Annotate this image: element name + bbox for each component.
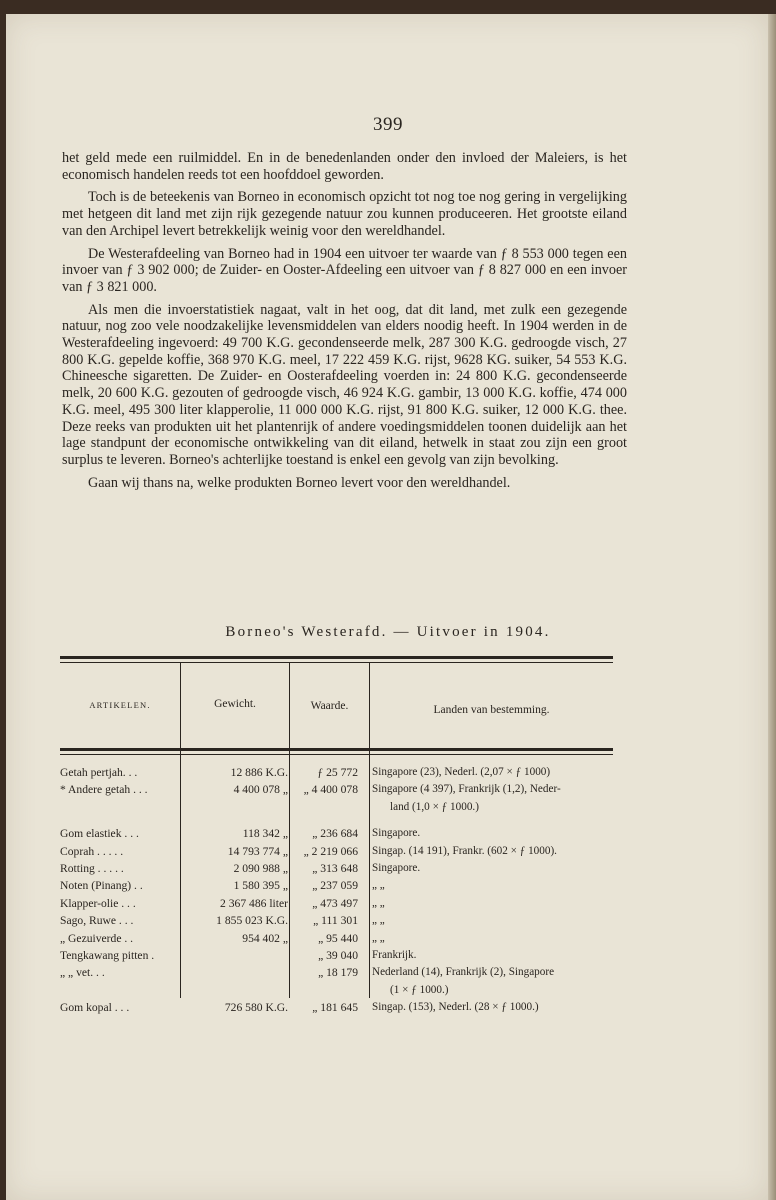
cell-gewicht: 12 886 K.G. <box>230 766 288 779</box>
table-row <box>60 764 620 781</box>
table-row <box>60 877 620 894</box>
body-text <box>62 150 627 497</box>
cell-landen <box>372 964 620 999</box>
table-row <box>60 964 620 999</box>
cell-landen: „ „ <box>372 896 385 909</box>
cell-waarde: „ 473 497 <box>312 896 358 910</box>
cell-artikel: Tengkawang pitten . <box>60 948 155 962</box>
header-artikelen: ARTIKELEN. <box>89 700 151 710</box>
cell-landen: „ „ <box>372 914 385 927</box>
table-row <box>60 843 620 860</box>
header-gewicht: Gewicht. <box>214 698 256 710</box>
table-top-rule-thin <box>60 662 613 663</box>
cell-waarde: „ 4 400 078 <box>303 783 358 797</box>
table-header-rule <box>60 748 613 751</box>
cell-artikel: Rotting . . . . . <box>60 861 124 875</box>
cell-waarde: „ 18 179 <box>318 966 358 980</box>
cell-artikel: Coprah . . . . . <box>60 844 124 858</box>
cell-landen: Singap. (153), Nederl. (28 × ƒ 1000.) <box>372 1001 539 1014</box>
cell-artikel: * Andere getah . . . <box>60 783 148 797</box>
cell-gewicht: 2 090 988 „ <box>233 861 288 875</box>
cell-artikel: Getah pertjah. . . <box>60 766 138 779</box>
cell-waarde: „ 111 301 <box>313 914 358 928</box>
paragraph-2: Toch is de beteekenis van Borneo in economisch opzicht tot nog toe nog gering in vergelijking met hetgeen dit land met zijn rijk gezegende natuur zou kunnen produceeren. Het grootste eiland van den Archipel levert betrekkelijk weinig voor den wereldhandel. <box>62 189 627 239</box>
cell-waarde: „ 95 440 <box>318 931 358 945</box>
cell-waarde: „ 2 219 066 <box>303 844 358 858</box>
cell-landen: Singapore. <box>372 861 421 874</box>
table-row <box>60 947 620 964</box>
paragraph-4: Als men die invoerstatistiek nagaat, valt in het oog, dat dit land, met zulk een gezegende natuur, nog zoo vele noodzakelijke levensmiddelen van elders noodig heeft. In 1904 werden in de Westerafdeeling ingevoerd: 49 700 K.G. gecondenseerde melk, 287 300 K.G. gedroogde visch, 27 800 K.G. gepelde koffie, 368 970 K.G. meel, 17 222 459 K.G. rijst, 9628 KG. suiker, 54 553 K.G. Chineesche sigaretten. De Zuider- en Oosterafdeeling voerden in: 24 800 K.G. gecondenseerde melk, 20 600 K.G. gezouten of gedroogde visch, 46 924 K.G. gambir, 13 000 K.G. koffie, 474 000 K.G. meel, 495 300 liter klapperolie, 11 000 000 K.G. rijst, 91 800 K.G. suiker, 12 000 K.G. thee. Deze reeks van produkten uit het plantenrijk of andere voedingsmiddelen toonen duidelijk aan het lage standpunt der economische ontwikkeling van dit eiland, hetwelk in staat zou zijn een groot surplus te leveren. Borneo's achterlijke toestand is enkel een gevolg van zijn bevolking. <box>62 301 627 468</box>
cell-gewicht: 726 580 K.G. <box>224 1001 288 1015</box>
cell-artikel: Noten (Pinang) . . <box>60 879 143 893</box>
page-number: 399 <box>373 114 403 135</box>
table-body <box>60 764 620 1017</box>
cell-landen: „ „ <box>372 931 385 944</box>
paragraph-3: De Westerafdeeling van Borneo had in 1904 een uitvoer ter waarde van ƒ 8 553 000 tegen een invoer van ƒ 3 902 000; de Zuider- en Ooster-Afdeeling een uitvoer van ƒ 8 827 000 en een invoer van ƒ 3 821 000. <box>62 245 627 295</box>
table-caption: Borneo's Westerafd. — Uitvoer in 1904. <box>225 624 551 640</box>
table-row <box>60 912 620 929</box>
cell-artikel: Gom elastiek . . . <box>60 827 139 841</box>
cell-waarde: „ 313 648 <box>312 861 358 875</box>
table-row <box>60 930 620 947</box>
header-waarde: Waarde. <box>310 700 349 712</box>
table-top-rule <box>60 656 613 659</box>
cell-artikel: „ „ vet. . . <box>60 966 105 980</box>
table-row <box>60 825 620 842</box>
cell-gewicht: 1 855 023 K.G. <box>216 914 288 928</box>
cell-artikel: Klapper-olie . . . <box>60 896 136 910</box>
cell-gewicht: 2 367 486 liter <box>220 896 288 910</box>
cell-landen <box>372 781 620 816</box>
paragraph-1: het geld mede een ruilmiddel. En in de benedenlanden onder den invloed der Maleiers, is het economisch handelen reeds tot een hoofddoel geworden. <box>62 150 627 183</box>
cell-landen: Singap. (14 191), Frankr. (602 × ƒ 1000). <box>372 844 557 857</box>
table-row <box>60 895 620 912</box>
table-row <box>60 999 620 1016</box>
cell-landen: Singapore (23), Nederl. (2,07 × ƒ 1000) <box>372 766 551 778</box>
cell-gewicht: 1 580 395 „ <box>233 879 288 893</box>
page-edge <box>768 14 776 1200</box>
cell-landen: Frankrijk. <box>372 948 417 961</box>
table-header-rule-thin <box>60 754 613 755</box>
cell-landen-line: Nederland (14), Frankrijk (2), Singapore <box>372 966 555 979</box>
cell-waarde: „ 181 645 <box>312 1001 358 1015</box>
cell-landen-cont: (1 × ƒ 1000.) <box>390 983 449 996</box>
cell-landen: „ „ <box>372 879 385 892</box>
cell-landen-line: Singapore (4 397), Frankrijk (1,2), Neder- <box>372 783 561 796</box>
cell-waarde: „ 39 040 <box>318 948 358 962</box>
cell-waarde: „ 237 059 <box>312 879 358 893</box>
cell-gewicht: 118 342 „ <box>242 827 288 841</box>
table-row <box>60 860 620 877</box>
cell-artikel: „ Gezuiverde . . <box>60 931 134 945</box>
cell-landen: Singapore. <box>372 827 421 840</box>
cell-artikel: Gom kopal . . . <box>60 1001 130 1015</box>
header-landen: Landen van bestemming. <box>433 704 550 716</box>
table-row <box>60 781 620 816</box>
cell-gewicht: 14 793 774 „ <box>227 844 288 858</box>
paragraph-5: Gaan wij thans na, welke produkten Borneo levert voor den wereldhandel. <box>88 474 511 491</box>
cell-gewicht: 954 402 „ <box>242 931 288 945</box>
cell-gewicht: 4 400 078 „ <box>233 783 288 797</box>
cell-waarde: ƒ 25 772 <box>317 766 358 779</box>
cell-artikel: Sago, Ruwe . . . <box>60 914 134 928</box>
cell-landen-cont: land (1,0 × ƒ 1000.) <box>390 800 479 813</box>
cell-waarde: „ 236 684 <box>312 827 358 841</box>
